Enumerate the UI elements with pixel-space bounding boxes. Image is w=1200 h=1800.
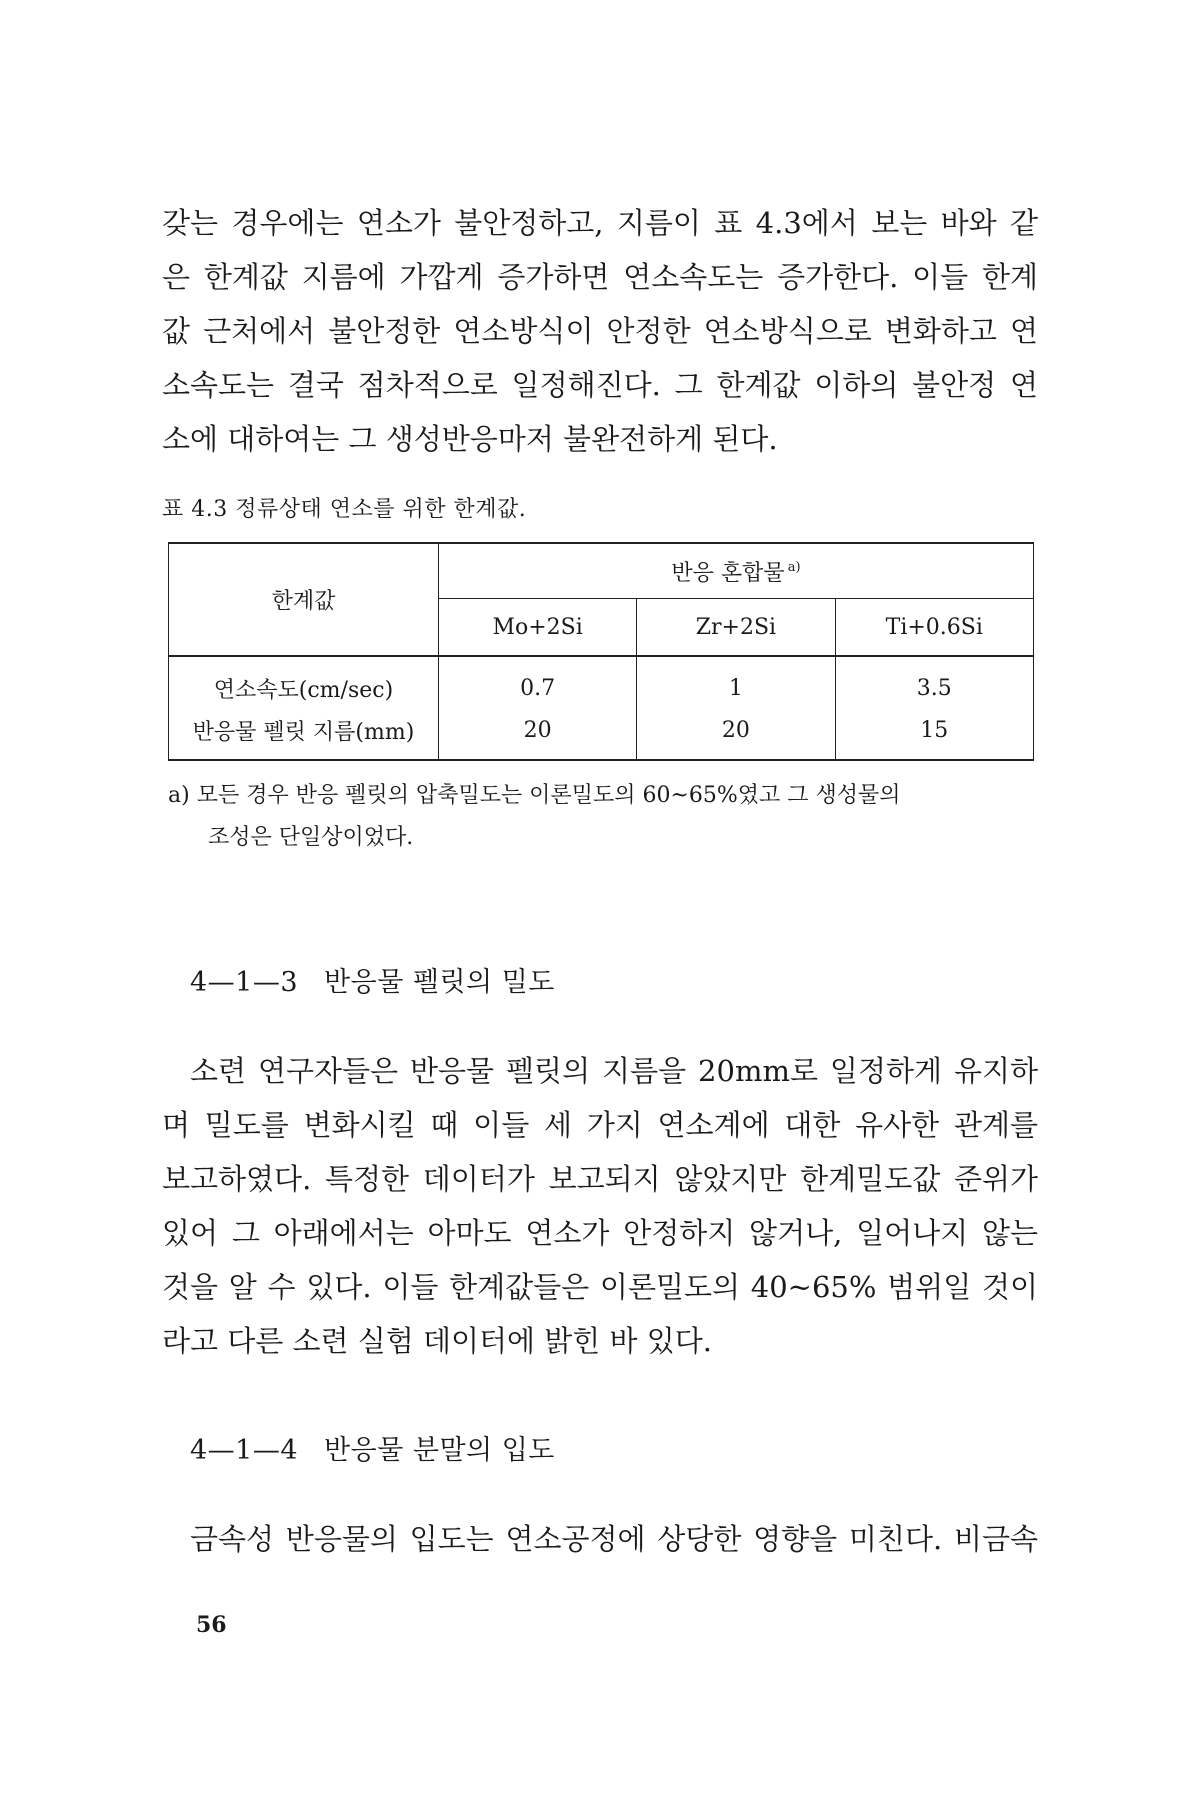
paragraph-413 [162, 1044, 1038, 1368]
table-cell: 0.7 [438, 656, 636, 709]
footnote-line: a) 모든 경우 반응 펠릿의 압축밀도는 이론밀도의 60~65%였고 그 생성물의 [168, 783, 901, 808]
intro-paragraph [162, 196, 1038, 466]
body-line: 라고 다른 소련 실험 데이터에 밝힌 바 있다. [162, 1324, 712, 1358]
paragraph-414 [190, 1512, 1038, 1566]
section-title: 반응물 분말의 입도 [324, 1435, 555, 1466]
intro-line: 갖는 경우에는 연소가 불안정하고, 지름이 표 4.3에서 보는 바와 같 [162, 206, 1038, 240]
table-group-header [438, 543, 1033, 599]
table-footnote [168, 775, 1034, 859]
section-number: 4—1—3 [190, 967, 299, 998]
table-column-header: Zr+2Si [637, 599, 835, 657]
body-line: 것을 알 수 있다. 이들 한계값들은 이론밀도의 40~65% 범위일 것이 [162, 1270, 1038, 1304]
page-number: 56 [196, 1612, 227, 1638]
limit-values-table [168, 542, 1034, 761]
section-number: 4—1—4 [190, 1435, 299, 1466]
table-row [169, 656, 1034, 709]
table-column-header: Mo+2Si [438, 599, 636, 657]
intro-line: 소속도는 결국 점차적으로 일정해진다. 그 한계값 이하의 불안정 연 [162, 368, 1038, 402]
table-column-header: Ti+0.6Si [835, 599, 1033, 657]
body-line: 보고하였다. 특정한 데이터가 보고되지 않았지만 한계밀도값 준위가 [162, 1162, 1038, 1196]
table-cell: 1 [637, 656, 835, 709]
table-cell: 3.5 [835, 656, 1033, 709]
footnote-mark: a) [787, 559, 801, 575]
footnote-line: 조성은 단일상이었다. [208, 825, 414, 850]
section-heading-414 [190, 1428, 555, 1467]
table-cell: 20 [637, 709, 835, 760]
table-row-label: 연소속도(cm/sec) [169, 656, 439, 709]
group-header-text: 반응 혼합물 [671, 560, 785, 586]
intro-line: 은 한계값 지름에 가깝게 증가하면 연소속도는 증가한다. 이들 한계 [162, 260, 1038, 294]
body-line: 며 밀도를 변화시킬 때 이들 세 가지 연소계에 대한 유사한 관계를 [162, 1108, 1038, 1142]
body-line: 소련 연구자들은 반응물 펠릿의 지름을 20mm로 일정하게 유지하 [190, 1054, 1038, 1088]
table-row-label: 반응물 펠릿 지름(mm) [169, 709, 439, 760]
intro-line: 소에 대하여는 그 생성반응마저 불완전하게 된다. [162, 422, 778, 456]
body-line: 있어 그 아래에서는 아마도 연소가 안정하지 않거나, 일어나지 않는 [162, 1216, 1038, 1250]
table-caption: 표 4.3 정류상태 연소를 위한 한계값. [162, 497, 527, 522]
table-cell: 15 [835, 709, 1033, 760]
section-heading-413 [190, 960, 555, 999]
table-row-header: 한계값 [169, 543, 439, 656]
table-cell: 20 [438, 709, 636, 760]
section-title: 반응물 펠릿의 밀도 [324, 967, 555, 998]
body-line: 금속성 반응물의 입도는 연소공정에 상당한 영향을 미친다. 비금속 [190, 1522, 1038, 1556]
intro-line: 값 근처에서 불안정한 연소방식이 안정한 연소방식으로 변화하고 연 [162, 314, 1038, 348]
table-row [169, 709, 1034, 760]
